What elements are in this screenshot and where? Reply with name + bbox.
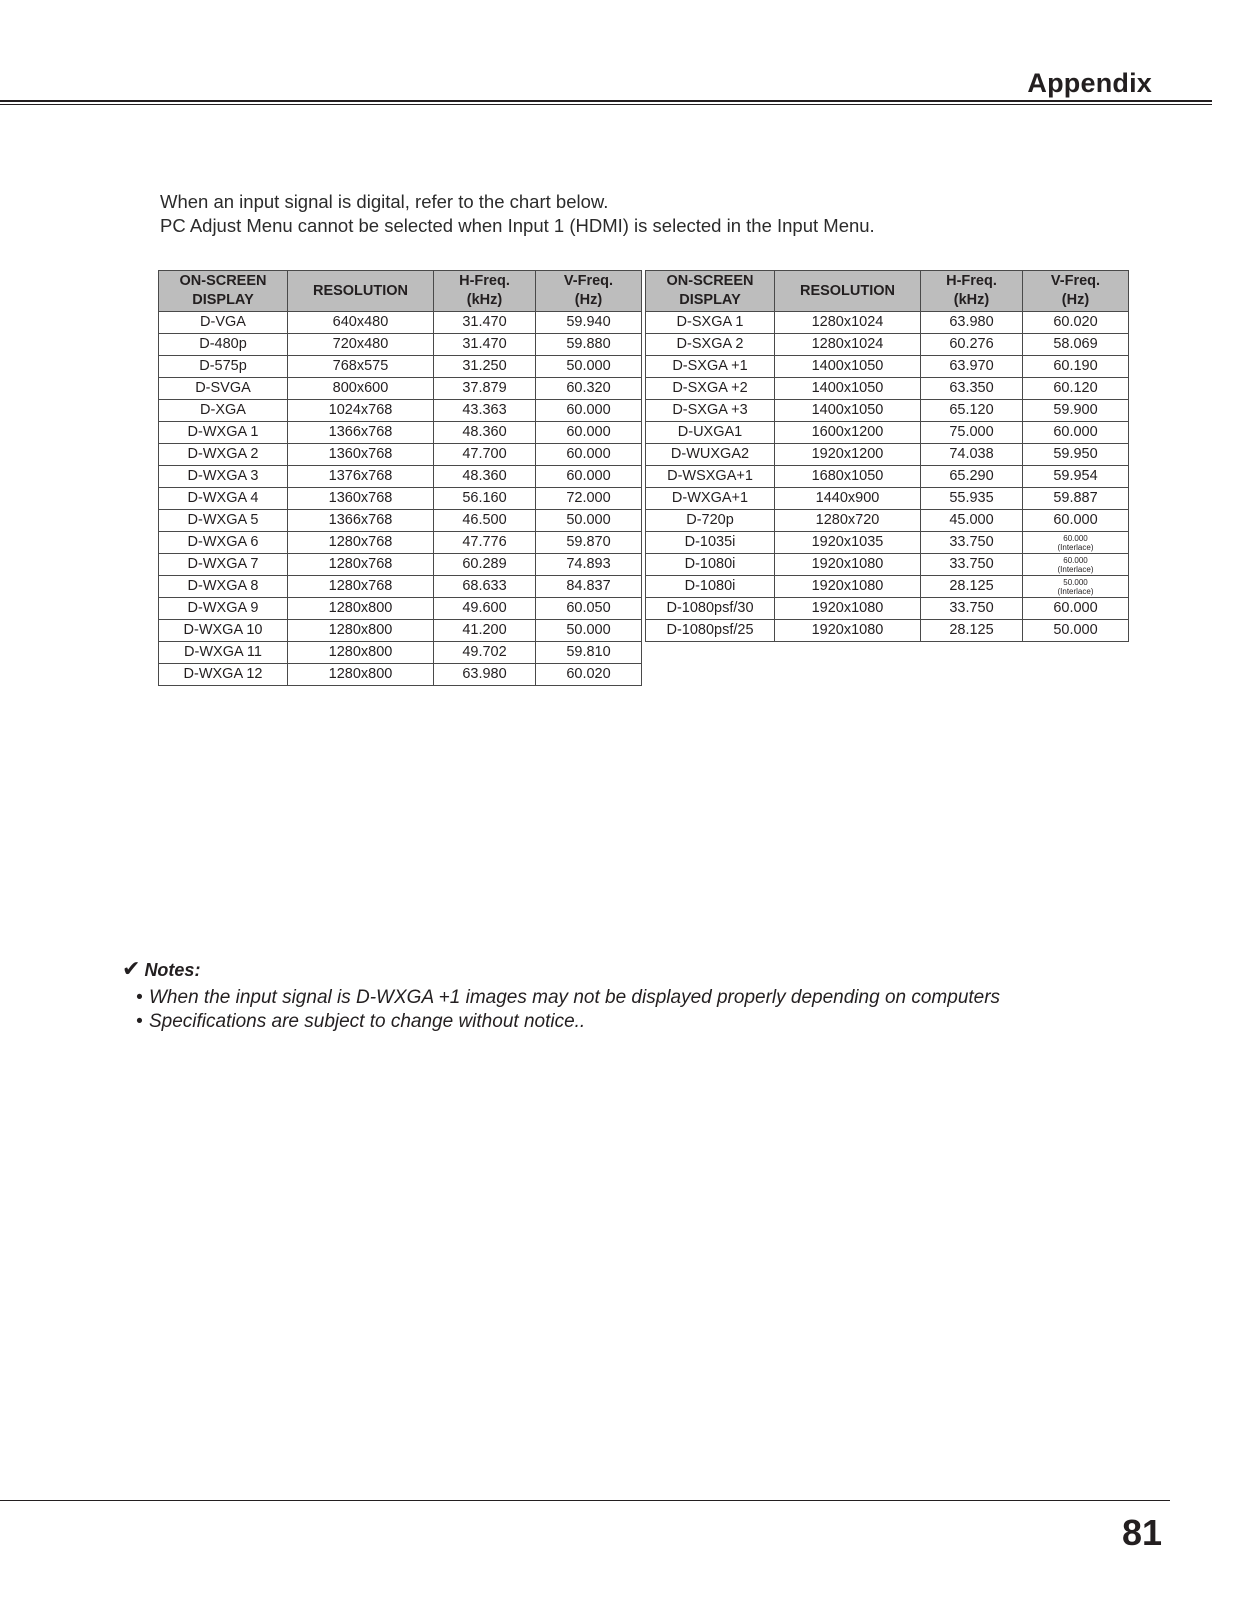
cell-display: D-XGA: [159, 400, 288, 422]
cell-resolution: 800x600: [288, 378, 434, 400]
cell-display: D-WUXGA2: [646, 444, 775, 466]
cell-vfreq: 59.900: [1023, 400, 1129, 422]
cell-resolution: 1280x800: [288, 620, 434, 642]
cell-resolution: 1280x800: [288, 664, 434, 686]
note-item: [136, 986, 1016, 1010]
cell-resolution: 1920x1080: [775, 576, 921, 598]
cell-hfreq: 48.360: [434, 422, 536, 444]
table-row: [646, 312, 1129, 334]
table-body-right: [646, 312, 1129, 642]
table-row: [159, 422, 642, 444]
cell-display: D-SXGA +2: [646, 378, 775, 400]
table-row: [646, 334, 1129, 356]
cell-hfreq: 49.600: [434, 598, 536, 620]
cell-hfreq: 31.470: [434, 312, 536, 334]
cell-resolution: 1376x768: [288, 466, 434, 488]
notes-list: [136, 986, 1016, 1034]
cell-vfreq: 59.887: [1023, 488, 1129, 510]
cell-display: D-UXGA1: [646, 422, 775, 444]
bullet-icon: •: [136, 1011, 143, 1032]
cell-resolution: 640x480: [288, 312, 434, 334]
cell-resolution: 1400x1050: [775, 400, 921, 422]
cell-display: D-WSXGA+1: [646, 466, 775, 488]
cell-resolution: 1280x1024: [775, 334, 921, 356]
cell-hfreq: 28.125: [921, 576, 1023, 598]
cell-hfreq: 28.125: [921, 620, 1023, 642]
cell-vfreq: 50.000: [1023, 620, 1129, 642]
bullet-icon: •: [136, 987, 143, 1008]
table-header-row: [159, 271, 642, 312]
note-item: [136, 1010, 1016, 1034]
table-row: [646, 488, 1129, 510]
cell-display: D-1035i: [646, 532, 775, 554]
cell-display: D-1080i: [646, 576, 775, 598]
cell-display: D-1080psf/25: [646, 620, 775, 642]
table-row: [646, 576, 1129, 598]
cell-vfreq: 74.893: [536, 554, 642, 576]
notes-title: Notes:: [144, 960, 201, 980]
cell-resolution: 720x480: [288, 334, 434, 356]
cell-hfreq: 75.000: [921, 422, 1023, 444]
cell-hfreq: 46.500: [434, 510, 536, 532]
cell-hfreq: 60.289: [434, 554, 536, 576]
cell-hfreq: 65.120: [921, 400, 1023, 422]
cell-display: D-SVGA: [159, 378, 288, 400]
cell-display: D-480p: [159, 334, 288, 356]
col-header-hfreq: H-Freq. (kHz): [921, 271, 1023, 312]
intro-text: [160, 190, 875, 238]
cell-hfreq: 41.200: [434, 620, 536, 642]
cell-vfreq: 60.120: [1023, 378, 1129, 400]
cell-display: D-WXGA 2: [159, 444, 288, 466]
table-row: [159, 510, 642, 532]
cell-vfreq: 50.000: [536, 356, 642, 378]
cell-display: D-720p: [646, 510, 775, 532]
cell-hfreq: 45.000: [921, 510, 1023, 532]
cell-resolution: 1920x1080: [775, 620, 921, 642]
table-row: [646, 620, 1129, 642]
table-row: [159, 466, 642, 488]
cell-resolution: 1400x1050: [775, 356, 921, 378]
cell-vfreq: 50.000 (Interlace): [1023, 576, 1129, 598]
table-row: [159, 532, 642, 554]
cell-vfreq: 60.000: [536, 444, 642, 466]
table-row: [646, 532, 1129, 554]
intro-line-1: When an input signal is digital, refer to the chart below.: [160, 191, 609, 212]
cell-hfreq: 63.970: [921, 356, 1023, 378]
cell-display: D-WXGA 8: [159, 576, 288, 598]
header-rule-thin: [0, 104, 1212, 105]
cell-resolution: 1440x900: [775, 488, 921, 510]
check-icon: ✔: [122, 956, 141, 981]
cell-vfreq: 60.000: [1023, 598, 1129, 620]
cell-vfreq: 59.870: [536, 532, 642, 554]
cell-vfreq: 59.880: [536, 334, 642, 356]
table-row: [159, 400, 642, 422]
page-number: 81: [1121, 1512, 1162, 1553]
cell-resolution: 1280x768: [288, 554, 434, 576]
cell-display: D-WXGA 3: [159, 466, 288, 488]
cell-resolution: 1280x720: [775, 510, 921, 532]
cell-vfreq: 59.950: [1023, 444, 1129, 466]
cell-display: D-SXGA +1: [646, 356, 775, 378]
cell-vfreq: 84.837: [536, 576, 642, 598]
cell-vfreq: 60.000: [536, 400, 642, 422]
cell-resolution: 1280x768: [288, 576, 434, 598]
cell-hfreq: 43.363: [434, 400, 536, 422]
intro-line-2: PC Adjust Menu cannot be selected when Input 1 (HDMI) is selected in the Input Menu.: [160, 215, 875, 236]
cell-display: D-SXGA 1: [646, 312, 775, 334]
cell-vfreq: 59.940: [536, 312, 642, 334]
cell-hfreq: 63.350: [921, 378, 1023, 400]
cell-hfreq: 48.360: [434, 466, 536, 488]
cell-display: D-WXGA 12: [159, 664, 288, 686]
cell-resolution: 1600x1200: [775, 422, 921, 444]
signal-table-right: [645, 270, 1129, 642]
table-row: [646, 444, 1129, 466]
cell-hfreq: 74.038: [921, 444, 1023, 466]
col-header-display: ON-SCREEN DISPLAY: [646, 271, 775, 312]
cell-vfreq: 60.020: [1023, 312, 1129, 334]
col-header-resolution: RESOLUTION: [775, 271, 921, 312]
cell-vfreq: 59.810: [536, 642, 642, 664]
cell-hfreq: 33.750: [921, 554, 1023, 576]
col-header-vfreq: V-Freq. (Hz): [1023, 271, 1129, 312]
cell-resolution: 1366x768: [288, 422, 434, 444]
cell-hfreq: 37.879: [434, 378, 536, 400]
cell-vfreq: 60.020: [536, 664, 642, 686]
cell-hfreq: 55.935: [921, 488, 1023, 510]
cell-display: D-WXGA 10: [159, 620, 288, 642]
section-title: Appendix: [1027, 68, 1152, 98]
table-row: [159, 378, 642, 400]
table-row: [159, 620, 642, 642]
col-header-resolution: RESOLUTION: [288, 271, 434, 312]
cell-vfreq: 72.000: [536, 488, 642, 510]
cell-vfreq: 60.000: [1023, 510, 1129, 532]
cell-resolution: 1280x800: [288, 598, 434, 620]
cell-hfreq: 31.250: [434, 356, 536, 378]
cell-display: D-WXGA 11: [159, 642, 288, 664]
cell-resolution: 1920x1080: [775, 554, 921, 576]
cell-vfreq: 50.000: [536, 510, 642, 532]
cell-hfreq: 68.633: [434, 576, 536, 598]
cell-hfreq: 31.470: [434, 334, 536, 356]
cell-resolution: 1024x768: [288, 400, 434, 422]
table-row: [646, 598, 1129, 620]
cell-resolution: 1680x1050: [775, 466, 921, 488]
cell-vfreq: 60.190: [1023, 356, 1129, 378]
table-row: [159, 488, 642, 510]
table-row: [646, 378, 1129, 400]
header-rule: [0, 100, 1212, 102]
cell-display: D-1080psf/30: [646, 598, 775, 620]
table-row: [646, 422, 1129, 444]
cell-hfreq: 63.980: [434, 664, 536, 686]
cell-display: D-WXGA 4: [159, 488, 288, 510]
cell-hfreq: 63.980: [921, 312, 1023, 334]
cell-display: D-WXGA 1: [159, 422, 288, 444]
col-header-hfreq: H-Freq. (kHz): [434, 271, 536, 312]
cell-vfreq: 50.000: [536, 620, 642, 642]
signal-table-left: [158, 270, 642, 686]
footer-rule: [0, 1500, 1170, 1501]
cell-display: D-WXGA 5: [159, 510, 288, 532]
cell-hfreq: 47.700: [434, 444, 536, 466]
cell-resolution: 1280x768: [288, 532, 434, 554]
table-row: [646, 510, 1129, 532]
cell-display: D-WXGA+1: [646, 488, 775, 510]
cell-display: D-1080i: [646, 554, 775, 576]
cell-resolution: 1920x1080: [775, 598, 921, 620]
table-row: [159, 664, 642, 686]
table-row: [646, 466, 1129, 488]
cell-vfreq: 60.000 (Interlace): [1023, 532, 1129, 554]
table-body-left: [159, 312, 642, 686]
table-row: [159, 598, 642, 620]
table-row: [646, 554, 1129, 576]
cell-hfreq: 65.290: [921, 466, 1023, 488]
cell-vfreq: 60.000: [1023, 422, 1129, 444]
table-row: [159, 312, 642, 334]
table-row: [646, 400, 1129, 422]
cell-hfreq: 33.750: [921, 532, 1023, 554]
cell-display: D-VGA: [159, 312, 288, 334]
notes-heading: [122, 956, 200, 982]
cell-hfreq: 49.702: [434, 642, 536, 664]
note-text: When the input signal is D-WXGA +1 images may not be displayed properly depending on computers: [149, 987, 1001, 1008]
table-row: [646, 356, 1129, 378]
cell-hfreq: 33.750: [921, 598, 1023, 620]
cell-display: D-WXGA 6: [159, 532, 288, 554]
cell-vfreq: 58.069: [1023, 334, 1129, 356]
col-header-display: ON-SCREEN DISPLAY: [159, 271, 288, 312]
cell-vfreq: 60.000: [536, 466, 642, 488]
table-header-row: [646, 271, 1129, 312]
cell-resolution: 1920x1035: [775, 532, 921, 554]
cell-resolution: 1920x1200: [775, 444, 921, 466]
note-text: Specifications are subject to change without notice..: [149, 1011, 586, 1032]
cell-resolution: 1360x768: [288, 444, 434, 466]
table-row: [159, 576, 642, 598]
cell-vfreq: 60.000: [536, 422, 642, 444]
cell-display: D-SXGA 2: [646, 334, 775, 356]
cell-resolution: 768x575: [288, 356, 434, 378]
col-header-vfreq: V-Freq. (Hz): [536, 271, 642, 312]
cell-resolution: 1366x768: [288, 510, 434, 532]
table-row: [159, 356, 642, 378]
cell-resolution: 1280x800: [288, 642, 434, 664]
table-row: [159, 554, 642, 576]
cell-vfreq: 59.954: [1023, 466, 1129, 488]
cell-resolution: 1360x768: [288, 488, 434, 510]
cell-display: D-SXGA +3: [646, 400, 775, 422]
table-row: [159, 334, 642, 356]
cell-vfreq: 60.320: [536, 378, 642, 400]
cell-vfreq: 60.000 (Interlace): [1023, 554, 1129, 576]
cell-resolution: 1400x1050: [775, 378, 921, 400]
cell-resolution: 1280x1024: [775, 312, 921, 334]
cell-display: D-WXGA 7: [159, 554, 288, 576]
table-row: [159, 642, 642, 664]
cell-hfreq: 56.160: [434, 488, 536, 510]
cell-display: D-575p: [159, 356, 288, 378]
cell-hfreq: 47.776: [434, 532, 536, 554]
table-row: [159, 444, 642, 466]
cell-vfreq: 60.050: [536, 598, 642, 620]
cell-display: D-WXGA 9: [159, 598, 288, 620]
cell-hfreq: 60.276: [921, 334, 1023, 356]
